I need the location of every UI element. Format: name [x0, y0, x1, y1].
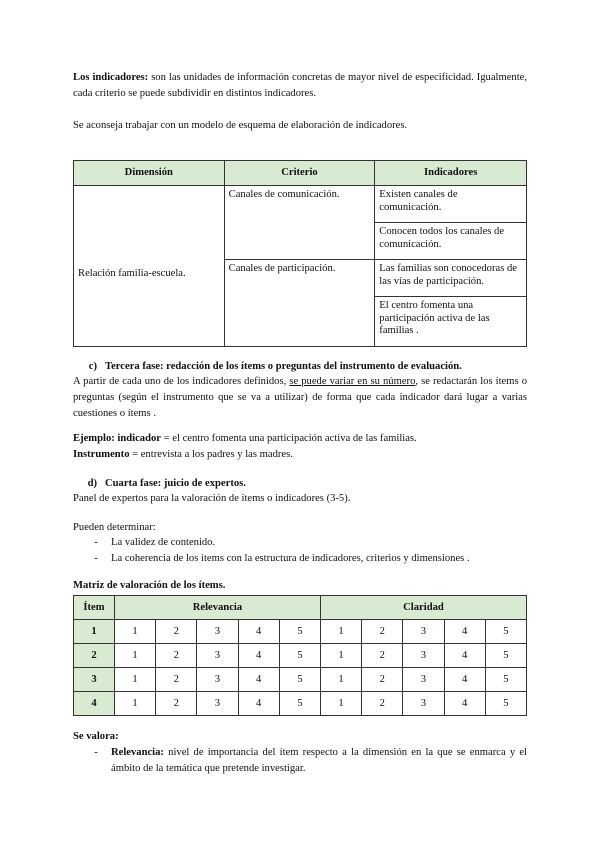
table-row	[74, 668, 527, 692]
matrix-table	[73, 595, 527, 716]
se-valora-list	[73, 745, 527, 777]
claridad-score[interactable]: 3	[403, 644, 444, 668]
relevancia-score[interactable]: 4	[238, 692, 279, 716]
instrument-label: Instrumento	[73, 449, 130, 460]
dash-bullet: -	[94, 747, 98, 758]
relevancia-score[interactable]: 2	[156, 644, 197, 668]
advice-paragraph: Se aconseja trabajar con un modelo de esquema de elaboración de indicadores.	[73, 120, 408, 131]
item-number: 4	[74, 692, 115, 716]
underlined-phrase: se puede variar en su número	[289, 376, 416, 387]
indicator-cell: Existen canales de comunicación.	[375, 186, 527, 223]
relevancia-score[interactable]: 4	[238, 620, 279, 644]
example-label: Ejemplo: indicador	[73, 433, 161, 444]
list-item-text	[111, 745, 527, 777]
list-item	[73, 535, 527, 551]
indicadores-paragraph	[73, 70, 527, 102]
relevancia-score[interactable]: 5	[279, 692, 320, 716]
list-item	[73, 551, 527, 567]
dash-bullet: -	[94, 537, 98, 548]
table-header-row	[74, 161, 527, 186]
matrix-header-row	[74, 596, 527, 620]
claridad-score[interactable]: 3	[403, 692, 444, 716]
claridad-score[interactable]: 4	[444, 692, 485, 716]
relevancia-score[interactable]: 3	[197, 668, 238, 692]
claridad-score[interactable]: 1	[320, 692, 361, 716]
relevancia-score[interactable]: 3	[197, 692, 238, 716]
relevancia-score[interactable]: 3	[197, 620, 238, 644]
claridad-score[interactable]: 5	[485, 668, 526, 692]
claridad-score[interactable]: 1	[320, 644, 361, 668]
header-relevancia: Relevancia	[114, 596, 320, 620]
section-d-paragraph: Panel de expertos para la valoración de ítems o indicadores (3-5).	[73, 493, 351, 504]
list-item-text: La coherencia de los ítems con la estructura de indicadores, criterios y dimensiones .	[111, 553, 470, 564]
claridad-score[interactable]: 2	[362, 668, 403, 692]
header-indicadores: Indicadores	[375, 161, 527, 186]
section-d-letter: d)	[87, 478, 97, 489]
claridad-score[interactable]: 4	[444, 668, 485, 692]
claridad-score[interactable]: 5	[485, 644, 526, 668]
relevancia-score[interactable]: 5	[279, 620, 320, 644]
claridad-score[interactable]: 1	[320, 668, 361, 692]
indicator-cell: El centro fomenta una participación activa de las familias .	[375, 297, 527, 347]
instrument-line	[73, 447, 527, 463]
claridad-score[interactable]: 3	[403, 620, 444, 644]
indicadores-label: Los indicadores:	[73, 72, 149, 83]
section-c-heading	[73, 359, 527, 375]
claridad-score[interactable]: 3	[403, 668, 444, 692]
se-valora-label: Se valora:	[73, 731, 119, 742]
claridad-score[interactable]: 2	[362, 692, 403, 716]
section-c-letter: c)	[88, 361, 97, 372]
relevancia-score[interactable]: 2	[156, 668, 197, 692]
criterio-cell: Canales de comunicación.	[224, 186, 375, 260]
claridad-score[interactable]: 4	[444, 620, 485, 644]
section-d-title: Cuarta fase: juicio de expertos.	[105, 478, 246, 489]
claridad-score[interactable]: 2	[362, 620, 403, 644]
relevancia-definition: nivel de importancia del ítem respecto a la dimensión en la que se enmarca y el ámbito de la temática que pretende investigar.	[111, 747, 527, 774]
claridad-score[interactable]: 1	[320, 620, 361, 644]
relevancia-score[interactable]: 3	[197, 644, 238, 668]
example-text: = el centro fomenta una participación activa de las familias.	[161, 433, 417, 444]
indicator-cell: Las familias son conocedoras de las vías de participación.	[375, 260, 527, 297]
section-c-paragraph	[73, 374, 527, 422]
item-number: 2	[74, 644, 115, 668]
relevancia-score[interactable]: 1	[114, 692, 155, 716]
instrument-text: = entrevista a los padres y las madres.	[129, 449, 293, 460]
section-c-text-before: A partir de cada uno de los indicadores definidos,	[73, 376, 290, 387]
relevancia-term: Relevancia:	[111, 747, 164, 758]
relevancia-score[interactable]: 5	[279, 668, 320, 692]
table-row	[74, 620, 527, 644]
section-c-title: Tercera fase: redacción de los ítems o preguntas del instrumento de evaluación.	[105, 361, 462, 372]
relevancia-score[interactable]: 1	[114, 644, 155, 668]
header-dimension: Dimensión	[74, 161, 225, 186]
table-row	[74, 692, 527, 716]
example-line	[73, 431, 527, 447]
indicators-table	[73, 160, 527, 347]
table-row	[74, 644, 527, 668]
criterio-cell: Canales de participación.	[224, 260, 375, 347]
indicadores-text: son las unidades de información concretas de mayor nivel de especificidad. Igualmente, cada criterio se puede subdividir en distintos indicadores.	[73, 72, 528, 99]
section-c-text-after: , se redactarán los ítems o preguntas (según el instrumento que se va a utilizar) de forma que cada indicador dará lugar a varias cuestiones o ítems .	[73, 376, 527, 419]
indicator-cell: Conocen todos los canales de comunicación.	[375, 223, 527, 260]
claridad-score[interactable]: 4	[444, 644, 485, 668]
determine-list	[73, 535, 527, 567]
relevancia-score[interactable]: 2	[156, 620, 197, 644]
list-item	[73, 745, 527, 777]
table-row	[74, 186, 527, 223]
relevancia-score[interactable]: 5	[279, 644, 320, 668]
header-item: Ítem	[74, 596, 115, 620]
relevancia-score[interactable]: 4	[238, 644, 279, 668]
claridad-score[interactable]: 5	[485, 620, 526, 644]
section-d-heading	[73, 476, 527, 492]
relevancia-score[interactable]: 1	[114, 620, 155, 644]
claridad-score[interactable]: 5	[485, 692, 526, 716]
header-claridad: Claridad	[320, 596, 526, 620]
item-number: 3	[74, 668, 115, 692]
dimension-cell: Relación familia-escuela.	[74, 186, 225, 347]
matrix-title: Matriz de valoración de los ítems.	[73, 580, 226, 591]
dash-bullet: -	[94, 553, 98, 564]
relevancia-score[interactable]: 2	[156, 692, 197, 716]
determine-label: Pueden determinar:	[73, 522, 156, 533]
list-item-text: La validez de contenido.	[111, 537, 216, 548]
relevancia-score[interactable]: 4	[238, 668, 279, 692]
item-number: 1	[74, 620, 115, 644]
relevancia-score[interactable]: 1	[114, 668, 155, 692]
header-criterio: Criterio	[224, 161, 375, 186]
claridad-score[interactable]: 2	[362, 644, 403, 668]
